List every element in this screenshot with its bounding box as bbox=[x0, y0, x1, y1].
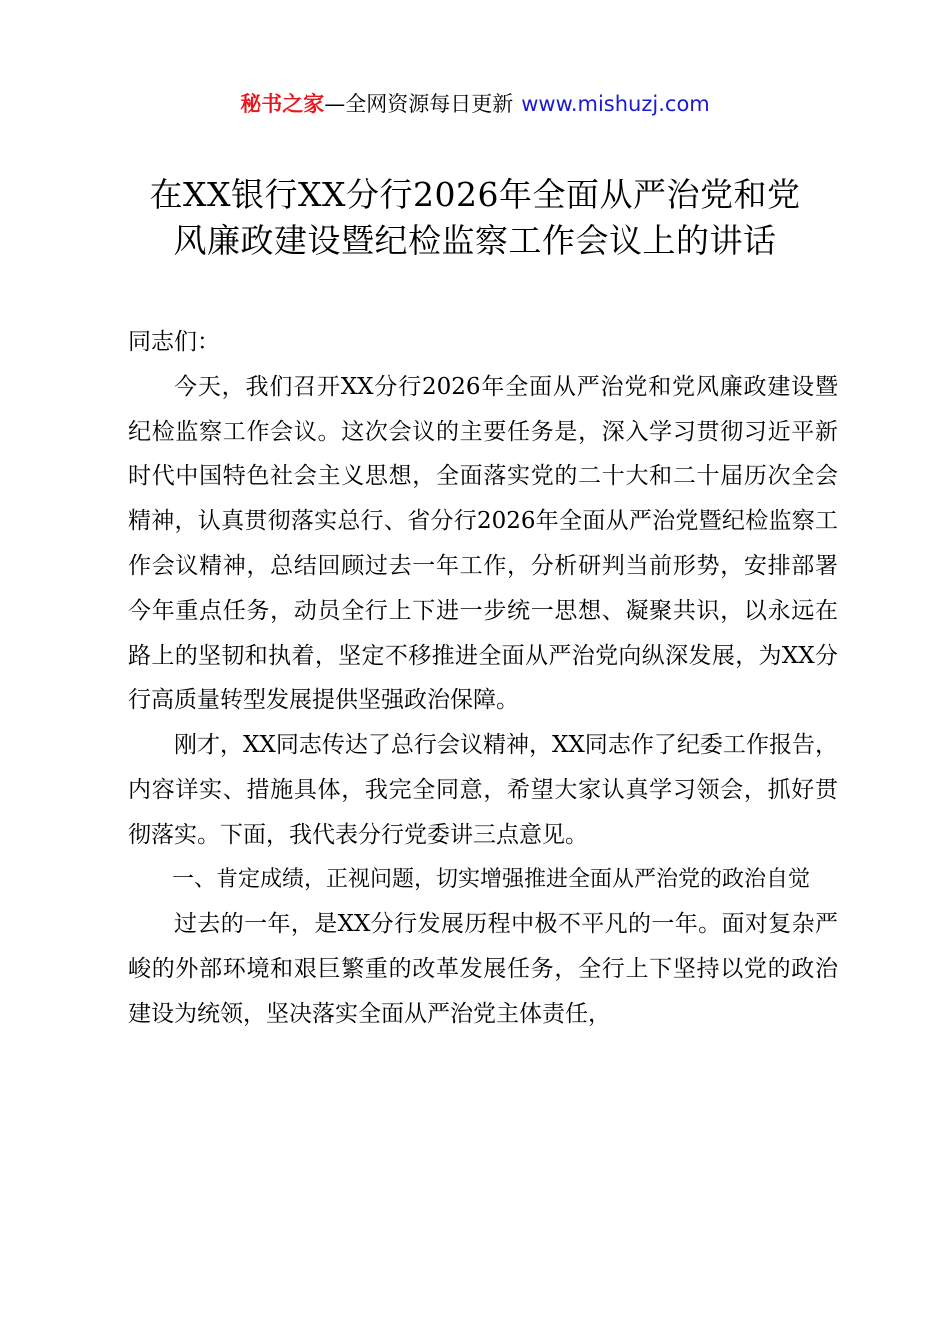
site-url-link[interactable]: www.mishuzj.com bbox=[521, 92, 710, 116]
site-header bbox=[0, 86, 950, 122]
document-body bbox=[128, 320, 838, 1037]
section-heading-1: 一、肯定成绩，正视问题，切实增强推进全面从严治党的政治自觉 bbox=[172, 866, 811, 892]
paragraph-2: 刚才，XX同志传达了总行会议精神，XX同志作了纪委工作报告，内容详实、措施具体，我完全同意，希望大家认真学习领会，抓好贯彻落实。下面，我代表分行党委讲三点意见。 bbox=[128, 732, 838, 848]
title-line-1: 在XX银行XX分行2026年全面从严治党和党 bbox=[149, 175, 801, 214]
document-title bbox=[60, 172, 890, 264]
salutation: 同志们： bbox=[128, 329, 220, 355]
site-brand: 秘书之家 bbox=[240, 92, 325, 116]
title-line-2: 风廉政建设暨纪检监察工作会议上的讲话 bbox=[173, 221, 777, 260]
paragraph-3: 过去的一年，是XX分行发展历程中极不平凡的一年。面对复杂严峻的外部环境和艰巨繁重的改革发展任务，全行上下坚持以党的政治建设为统领，坚决落实全面从严治党主体责任， bbox=[128, 911, 838, 1027]
header-dash: — bbox=[324, 92, 346, 116]
site-slogan: 全网资源每日更新 bbox=[345, 92, 514, 116]
paragraph-1: 今天，我们召开XX分行2026年全面从严治党和党风廉政建设暨纪检监察工作会议。这次会议的主要任务是，深入学习贯彻习近平新时代中国特色社会主义思想，全面落实党的二十大和二十届历次全会精神，认真贯彻落实总行、省分行2026年全面从严治党暨纪检监察工作会议精神，总结回顾过去一年工作，分析研判当前形势，安排部署今年重点任务，动员全行上下进一步统一思想、凝聚共识，以永远在路上的坚韧和执着，坚定不移推进全面从严治党向纵深发展，为XX分行高质量转型发展提供坚强政治保障。 bbox=[128, 373, 838, 714]
